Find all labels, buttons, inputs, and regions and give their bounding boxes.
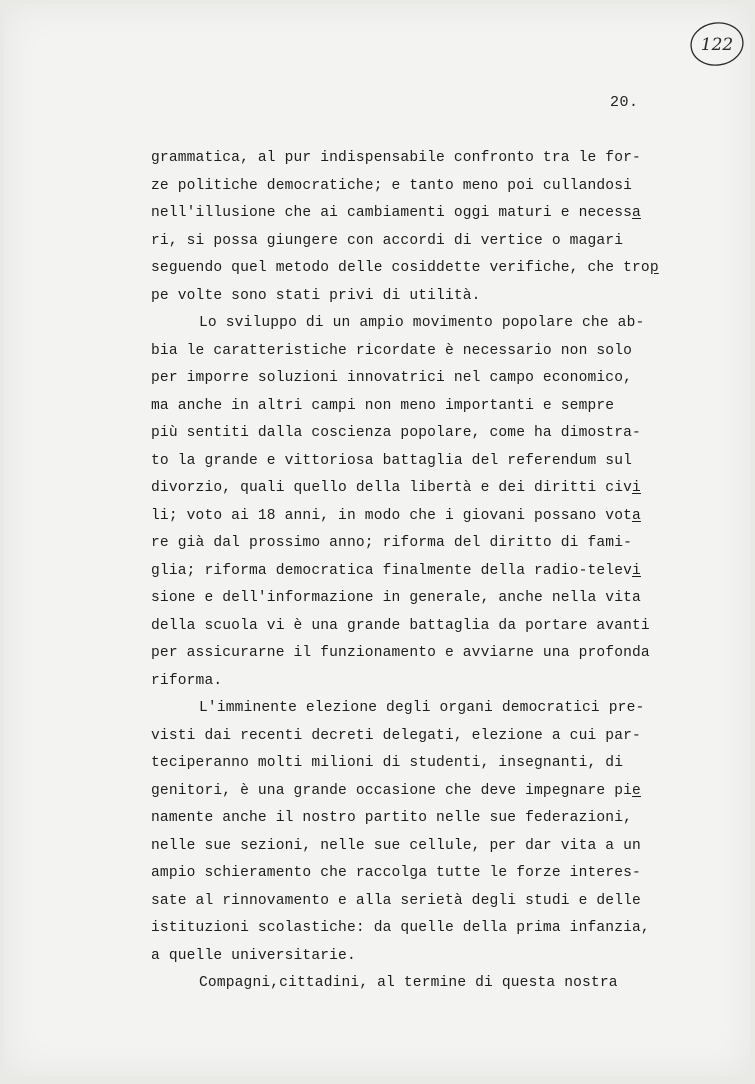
document-page (4, 4, 751, 1076)
text-line-content: Compagni,cittadini, al termine di questa nostra (199, 975, 618, 991)
text-line-content: L'imminente elezione degli organi democratici pre- (199, 700, 645, 716)
text-line (151, 726, 671, 754)
text-line-content: sate al rinnovamento e alla serietà degli studi e delle (151, 892, 641, 909)
paragraph-first-line (151, 973, 671, 1001)
text-line (151, 616, 671, 644)
text-line-content: riforma. (151, 672, 223, 689)
stamp-number: 122 (700, 35, 734, 55)
text-line-content: pe volte sono stati privi di utilità. (151, 287, 481, 304)
underlined-hyphenation: p (649, 260, 659, 276)
text-line-content: per imporre soluzioni innovatrici nel campo economico, (151, 370, 633, 386)
paragraph-first-line (151, 313, 671, 341)
text-line-content: re già dal prossimo anno; riforma del diritto di fami- (151, 535, 633, 551)
text-line (151, 478, 671, 506)
text-line (151, 286, 671, 314)
text-line-content: namente anche il nostro partito nelle sue federazioni, (151, 810, 633, 826)
text-line-content: ma anche in altri campi non meno importanti e sempre (151, 397, 615, 414)
text-line (151, 918, 671, 946)
text-line (151, 808, 671, 836)
text-line (151, 148, 671, 176)
body-text (151, 148, 671, 1001)
text-line-content: to la grande e vittoriosa battaglia del referendum sul (151, 452, 633, 469)
text-line (151, 231, 671, 259)
text-line-content: teciperanno molti milioni di studenti, insegnanti, di (151, 755, 624, 771)
text-line-content: bia le caratteristiche ricordate è necessario non solo (151, 342, 633, 359)
text-line (151, 946, 671, 974)
text-line-content: genitori, è una grande occasione che deve impegnare pi (151, 782, 633, 799)
text-line-content: a quelle universitarie. (151, 947, 356, 964)
text-line (151, 368, 671, 396)
text-line-content: divorzio, quali quello della libertà e dei diritti civ (151, 480, 633, 496)
underlined-hyphenation: a (632, 205, 641, 221)
page-number: 20. (610, 94, 639, 111)
text-line (151, 588, 671, 616)
text-line-content: della scuola vi è una grande battaglia da portare avanti (151, 617, 650, 634)
text-line (151, 753, 671, 781)
text-line (151, 176, 671, 204)
underlined-hyphenation: a (632, 507, 641, 524)
text-line-content: istituzioni scolastiche: da quelle della prima infanzia, (151, 920, 650, 936)
text-line-content: ampio schieramento che raccolga tutte le forze interes- (151, 865, 641, 881)
text-line-content: Lo sviluppo di un ampio movimento popolare che ab- (199, 315, 645, 331)
underlined-hyphenation: i (632, 480, 641, 496)
text-line-content: li; voto ai 18 anni, in modo che i giovani possano vot (151, 507, 633, 524)
text-line-content: per assicurarne il funzionamento e avviarne una profonda (151, 645, 650, 661)
text-line-content: visti dai recenti decreti delegati, elezione a cui par- (151, 727, 641, 744)
text-line-content: ri, si possa giungere con accordi di vertice o magari (151, 232, 624, 249)
text-line (151, 451, 671, 479)
text-line-content: nelle sue sezioni, nelle sue cellule, per dar vita a un (151, 837, 641, 854)
text-line (151, 533, 671, 561)
underlined-hyphenation: e (632, 782, 641, 799)
text-line-content: glia; riforma democratica finalmente della radio-telev (151, 562, 633, 579)
text-line (151, 506, 671, 534)
text-line (151, 671, 671, 699)
text-line (151, 643, 671, 671)
text-line (151, 396, 671, 424)
text-line (151, 258, 671, 286)
text-line (151, 863, 671, 891)
text-line-content: sione e dell'informazione in generale, anche nella vita (151, 590, 641, 606)
text-line-content: seguendo quel metodo delle cosiddette verifiche, che tro (151, 260, 650, 276)
text-line-content: più sentiti dalla coscienza popolare, come ha dimostra- (151, 425, 641, 441)
paragraph-first-line (151, 698, 671, 726)
text-line (151, 341, 671, 369)
text-line-content: grammatica, al pur indispensabile confronto tra le for- (151, 150, 641, 166)
text-line (151, 836, 671, 864)
text-line-content: nell'illusione che ai cambiamenti oggi maturi e necess (151, 205, 633, 221)
text-line (151, 423, 671, 451)
text-line-content: ze politiche democratiche; e tanto meno poi cullandosi (151, 177, 633, 194)
text-line (151, 561, 671, 589)
text-line (151, 781, 671, 809)
underlined-hyphenation: i (632, 562, 641, 579)
archive-stamp (688, 19, 746, 69)
text-line (151, 203, 671, 231)
text-line (151, 891, 671, 919)
